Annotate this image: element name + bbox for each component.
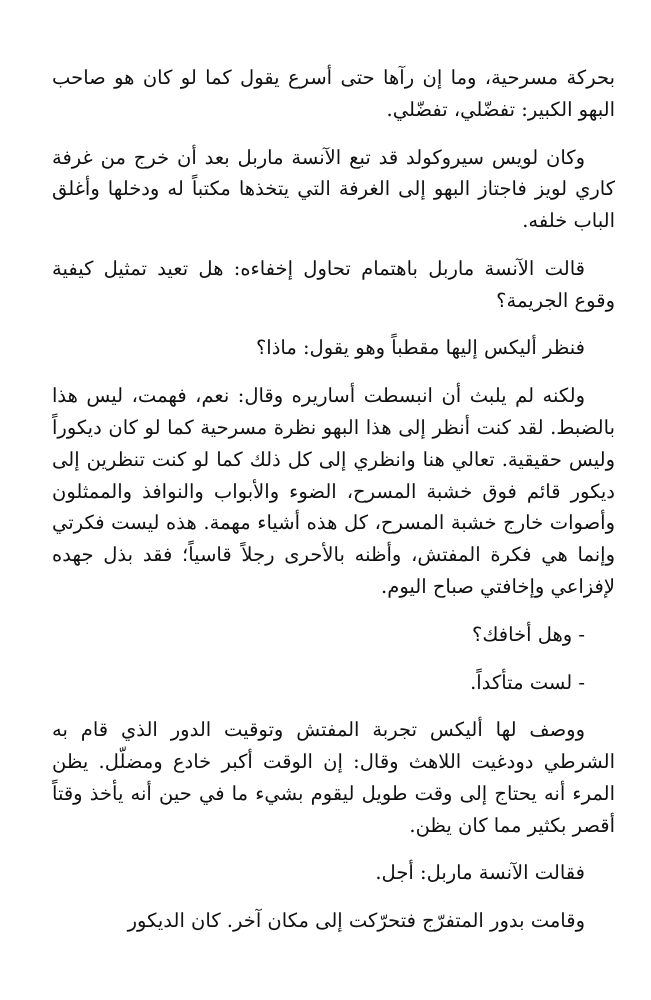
paragraph-8: وقامت بدور المتفرّج فتحرّكت إلى مكان آخر. كان الديكور xyxy=(127,909,585,933)
paragraph-3: قالت الآنسة ماربل باهتمام تحاول إخفاءه: هل تعيد تمثيل كيفية وقوع الجريمة؟ xyxy=(52,256,615,312)
paragraph-4: فنظر أليكس إليها مقطباً وهو يقول: ماذا؟ xyxy=(255,336,585,360)
paragraph-6: ووصف لها أليكس تجربة المفتش وتوقيت الدور الذي قام به الشرطي دودغيت اللاهث وقال: إن الوقت أكبر خادع ومضلّل. يظن المرء أنه يحتاج إلى وقت طويل ليقوم بشيء ما في حين أنه يأخذ وقتاً أقصر بكثير مما كان يظن. xyxy=(52,718,615,837)
paragraph-5: ولكنه لم يلبث أن انبسطت أساريره وقال: نعم، فهمت، ليس هذا بالضبط. لقد كنت أنظر إلى هذا البهو نظرة مسرحية كما لو كان ديكوراً وليس حقيقية. تعالي هنا وانظري إلى كل ذلك كما لو كنت تنظرين إلى ديكور قائم فوق خشبة المسرح، الضوء والأبواب والنوافذ والممثلون وأصوات خارج خشبة المسرح، كل هذه أشياء مهمة. هذه ليست فكرتي وإنما هي فكرة المفتش، وأظنه بالأحرى رجلاً قاسياً؛ فقد بذل جهده لإفزاعي وإخافتي صباح اليوم. xyxy=(52,384,615,598)
book-page xyxy=(52,62,615,953)
paragraph-2: وكان لويس سيروكولد قد تبع الآنسة ماربل بعد أن خرج من غرفة كاري لويز فاجتاز البهو إلى الغرفة التي يتخذها مكتباً له ودخلها وأغلق الباب خلفه. xyxy=(52,145,615,233)
paragraph-7: فقالت الآنسة ماربل: أجل. xyxy=(375,861,585,885)
paragraph-1: بحركة مسرحية، وما إن رآها حتى أسرع يقول كما لو كان هو صاحب البهو الكبير: تفضّلي، تفضّلي. xyxy=(52,66,615,121)
dialogue-line-1: - وهل أخافك؟ xyxy=(472,622,585,646)
dialogue-line-2: - لست متأكداً. xyxy=(470,670,585,694)
